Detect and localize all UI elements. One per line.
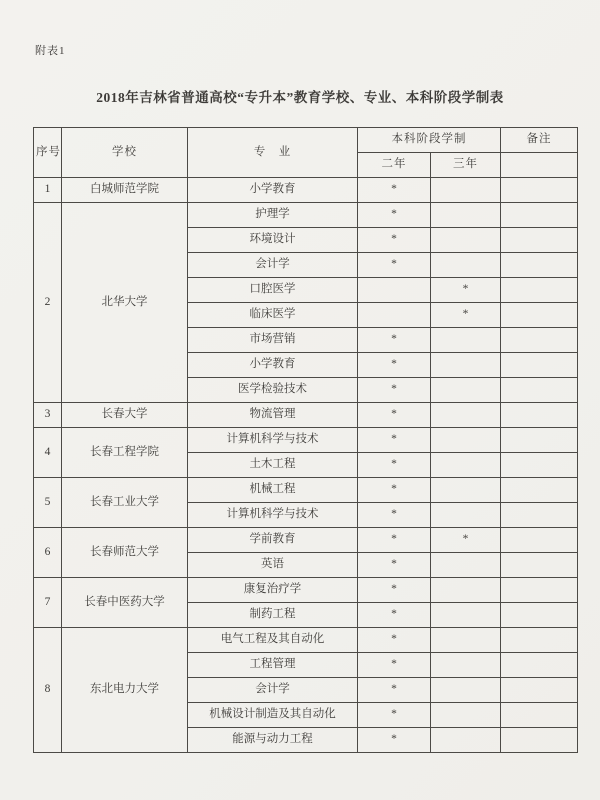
table-row xyxy=(34,403,578,428)
remark-cell xyxy=(501,403,578,428)
three-year-mark-cell: * xyxy=(431,278,501,303)
two-year-mark-cell: * xyxy=(358,203,431,228)
three-year-mark-cell xyxy=(431,428,501,453)
remark-cell xyxy=(501,278,578,303)
major-name-cell: 临床医学 xyxy=(188,303,358,328)
three-year-mark-cell xyxy=(431,678,501,703)
three-year-mark-cell xyxy=(431,253,501,278)
remark-cell xyxy=(501,578,578,603)
table-row xyxy=(34,428,578,453)
table-header xyxy=(34,128,578,178)
school-name-cell: 白城师范学院 xyxy=(62,178,188,203)
three-year-mark-cell xyxy=(431,478,501,503)
major-name-cell: 小学教育 xyxy=(188,353,358,378)
row-index-cell: 1 xyxy=(34,178,62,203)
major-name-cell: 工程管理 xyxy=(188,653,358,678)
major-name-cell: 医学检验技术 xyxy=(188,378,358,403)
three-year-mark-cell xyxy=(431,178,501,203)
two-year-mark-cell: * xyxy=(358,528,431,553)
remark-cell xyxy=(501,428,578,453)
row-index-cell: 8 xyxy=(34,628,62,753)
major-name-cell: 制药工程 xyxy=(188,603,358,628)
row-index-cell: 7 xyxy=(34,578,62,628)
major-name-cell: 学前教育 xyxy=(188,528,358,553)
three-year-mark-cell xyxy=(431,403,501,428)
table-row xyxy=(34,478,578,503)
header-index: 序号 xyxy=(34,128,62,178)
two-year-mark-cell: * xyxy=(358,553,431,578)
header-two-year: 二年 xyxy=(358,153,431,178)
two-year-mark-cell: * xyxy=(358,453,431,478)
two-year-mark-cell: * xyxy=(358,328,431,353)
two-year-mark-cell: * xyxy=(358,653,431,678)
major-name-cell: 护理学 xyxy=(188,203,358,228)
major-name-cell: 会计学 xyxy=(188,678,358,703)
major-name-cell: 土木工程 xyxy=(188,453,358,478)
three-year-mark-cell xyxy=(431,203,501,228)
two-year-mark-cell: * xyxy=(358,228,431,253)
remark-cell xyxy=(501,253,578,278)
row-index-cell: 3 xyxy=(34,403,62,428)
page-title: 2018年吉林省普通高校“专升本”教育学校、专业、本科阶段学制表 xyxy=(96,90,504,105)
two-year-mark-cell: * xyxy=(358,253,431,278)
remark-cell xyxy=(501,528,578,553)
row-index-cell: 4 xyxy=(34,428,62,478)
three-year-mark-cell: * xyxy=(431,303,501,328)
two-year-mark-cell: * xyxy=(358,353,431,378)
remark-cell xyxy=(501,728,578,753)
three-year-mark-cell xyxy=(431,378,501,403)
two-year-mark-cell: * xyxy=(358,703,431,728)
two-year-mark-cell: * xyxy=(358,478,431,503)
major-name-cell: 计算机科学与技术 xyxy=(188,428,358,453)
table-row xyxy=(34,178,578,203)
major-name-cell: 物流管理 xyxy=(188,403,358,428)
school-name-cell: 长春工程学院 xyxy=(62,428,188,478)
major-name-cell: 环境设计 xyxy=(188,228,358,253)
three-year-mark-cell xyxy=(431,628,501,653)
major-name-cell: 能源与动力工程 xyxy=(188,728,358,753)
schedule-table xyxy=(33,127,578,753)
table-row xyxy=(34,578,578,603)
table-row xyxy=(34,528,578,553)
header-three-year: 三年 xyxy=(431,153,501,178)
two-year-mark-cell: * xyxy=(358,578,431,603)
header-remarks: 备注 xyxy=(501,128,578,153)
header-school: 学校 xyxy=(62,128,188,178)
three-year-mark-cell xyxy=(431,328,501,353)
three-year-mark-cell xyxy=(431,553,501,578)
remark-cell xyxy=(501,553,578,578)
two-year-mark-cell: * xyxy=(358,378,431,403)
major-name-cell: 电气工程及其自动化 xyxy=(188,628,358,653)
two-year-mark-cell: * xyxy=(358,628,431,653)
school-name-cell: 长春中医药大学 xyxy=(62,578,188,628)
header-remarks-empty xyxy=(501,153,578,178)
remark-cell xyxy=(501,678,578,703)
remark-cell xyxy=(501,653,578,678)
row-index-cell: 6 xyxy=(34,528,62,578)
two-year-mark-cell xyxy=(358,278,431,303)
three-year-mark-cell: * xyxy=(431,528,501,553)
two-year-mark-cell: * xyxy=(358,728,431,753)
three-year-mark-cell xyxy=(431,728,501,753)
three-year-mark-cell xyxy=(431,353,501,378)
two-year-mark-cell: * xyxy=(358,403,431,428)
remark-cell xyxy=(501,228,578,253)
major-name-cell: 小学教育 xyxy=(188,178,358,203)
row-index-cell: 2 xyxy=(34,203,62,403)
three-year-mark-cell xyxy=(431,503,501,528)
two-year-mark-cell: * xyxy=(358,503,431,528)
header-major: 专 业 xyxy=(188,128,358,178)
three-year-mark-cell xyxy=(431,603,501,628)
remark-cell xyxy=(501,628,578,653)
remark-cell xyxy=(501,328,578,353)
two-year-mark-cell: * xyxy=(358,678,431,703)
school-name-cell: 北华大学 xyxy=(62,203,188,403)
two-year-mark-cell: * xyxy=(358,603,431,628)
remark-cell xyxy=(501,703,578,728)
table-body xyxy=(34,178,578,753)
three-year-mark-cell xyxy=(431,578,501,603)
annex-label: 附表1 xyxy=(35,45,66,57)
school-name-cell: 长春大学 xyxy=(62,403,188,428)
major-name-cell: 会计学 xyxy=(188,253,358,278)
school-name-cell: 长春师范大学 xyxy=(62,528,188,578)
three-year-mark-cell xyxy=(431,453,501,478)
major-name-cell: 计算机科学与技术 xyxy=(188,503,358,528)
remark-cell xyxy=(501,353,578,378)
school-name-cell: 长春工业大学 xyxy=(62,478,188,528)
major-name-cell: 机械工程 xyxy=(188,478,358,503)
three-year-mark-cell xyxy=(431,228,501,253)
table-row xyxy=(34,628,578,653)
remark-cell xyxy=(501,203,578,228)
major-name-cell: 口腔医学 xyxy=(188,278,358,303)
remark-cell xyxy=(501,453,578,478)
school-name-cell: 东北电力大学 xyxy=(62,628,188,753)
remark-cell xyxy=(501,178,578,203)
two-year-mark-cell: * xyxy=(358,428,431,453)
major-name-cell: 康复治疗学 xyxy=(188,578,358,603)
remark-cell xyxy=(501,303,578,328)
remark-cell xyxy=(501,478,578,503)
three-year-mark-cell xyxy=(431,653,501,678)
table-row xyxy=(34,203,578,228)
major-name-cell: 市场营销 xyxy=(188,328,358,353)
major-name-cell: 英语 xyxy=(188,553,358,578)
remark-cell xyxy=(501,378,578,403)
three-year-mark-cell xyxy=(431,703,501,728)
major-name-cell: 机械设计制造及其自动化 xyxy=(188,703,358,728)
two-year-mark-cell: * xyxy=(358,178,431,203)
remark-cell xyxy=(501,503,578,528)
header-row-1 xyxy=(34,128,578,153)
header-duration-group: 本科阶段学制 xyxy=(358,128,501,153)
two-year-mark-cell xyxy=(358,303,431,328)
remark-cell xyxy=(501,603,578,628)
row-index-cell: 5 xyxy=(34,478,62,528)
